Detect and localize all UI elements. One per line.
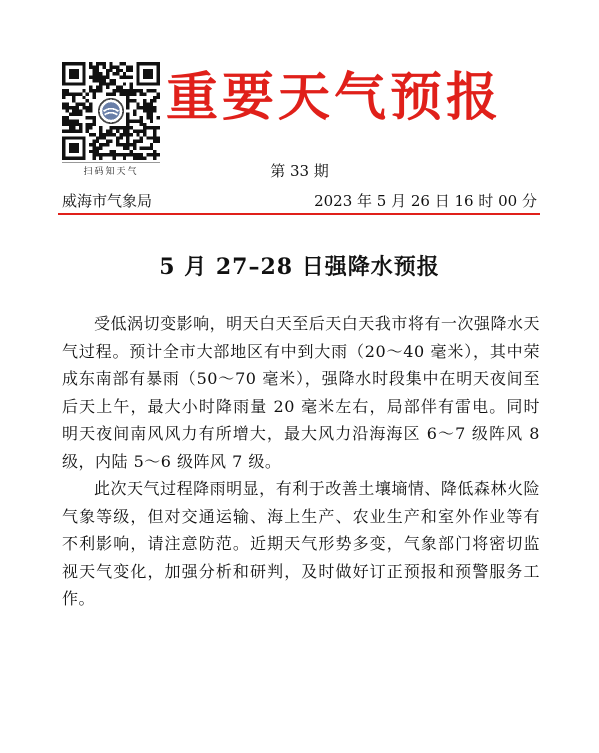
article-headline: 5 月 27–28 日强降水预报 [159, 254, 440, 280]
qr-caption: 扫码知天气 [62, 162, 160, 177]
article-body [62, 310, 540, 613]
issue-datetime: 2023 年 5 月 26 日 16 时 00 分 [314, 192, 537, 210]
issue-number: 第 33 期 [270, 162, 329, 180]
masthead-title: 重要天气预报 [166, 67, 503, 128]
red-divider [58, 213, 540, 215]
article-paragraph: 受低涡切变影响，明天白天至后天白天我市将有一次强降水天气过程。预计全市大部地区有中到大雨（20～40 毫米），其中荣成东南部有暴雨（50～70 毫米），强降水时段集中在明天夜间至后天上午，最大小时降雨量 20 毫米左右，局部伴有雷电。同时明天夜间南风风力有所增大，最大风力沿海海区 6～7 级阵风 8 级，内陆 5～6 级阵风 7 级。 [62, 314, 540, 471]
qr-code-icon [62, 62, 160, 160]
agency-name: 威海市气象局 [62, 192, 153, 210]
article-paragraph: 此次天气过程降雨明显，有利于改善土壤墒情、降低森林火险气象等级，但对交通运输、海上生产、农业生产和室外作业等有不利影响，请注意防范。近期天气形势多变，气象部门将密切监视天气变化，加强分析和研判，及时做好订正预报和预警服务工作。 [62, 479, 540, 608]
